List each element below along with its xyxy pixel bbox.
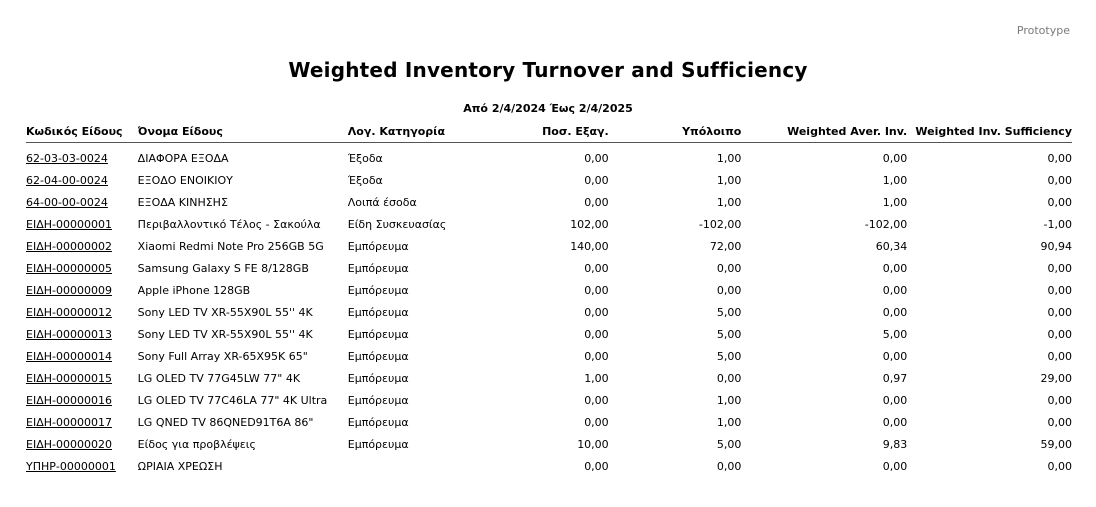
table-row bbox=[26, 235, 1072, 257]
weighted-avg-inv-cell: 0,00 bbox=[882, 349, 908, 363]
weighted-sufficiency-cell: 0,00 bbox=[1047, 151, 1072, 165]
item-code-link[interactable]: ΕΙΔΗ-00000012 bbox=[26, 305, 112, 319]
balance-cell: 5,00 bbox=[716, 349, 742, 363]
balance-cell: -102,00 bbox=[698, 217, 742, 231]
report-title: Weighted Inventory Turnover and Sufficiency bbox=[288, 58, 808, 82]
balance-cell: 1,00 bbox=[716, 173, 742, 187]
exports-qty-cell: 0,00 bbox=[584, 195, 609, 209]
weighted-avg-inv-cell: 9,83 bbox=[882, 437, 908, 451]
item-code-cell bbox=[26, 169, 138, 191]
item-code-cell bbox=[26, 257, 138, 279]
weighted-sufficiency-cell: 0,00 bbox=[1047, 327, 1072, 341]
item-code-link[interactable]: ΕΙΔΗ-00000015 bbox=[26, 371, 112, 385]
item-code-cell bbox=[26, 389, 138, 411]
balance-cell: 1,00 bbox=[716, 393, 742, 407]
category-cell: Λοιπά έσοδα bbox=[347, 195, 417, 209]
exports-qty-cell: 0,00 bbox=[584, 173, 609, 187]
header-weighted-sufficiency: Weighted Inv. Sufficiency bbox=[907, 120, 1072, 143]
weighted-sufficiency-cell: 0,00 bbox=[1047, 261, 1072, 275]
exports-qty-cell: 1,00 bbox=[584, 371, 609, 385]
exports-qty-cell: 0,00 bbox=[584, 327, 609, 341]
prototype-watermark: Prototype bbox=[1016, 24, 1070, 37]
item-code-cell bbox=[26, 301, 138, 323]
item-code-link[interactable]: ΕΙΔΗ-00000002 bbox=[26, 239, 112, 253]
weighted-avg-inv-cell: 60,34 bbox=[875, 239, 908, 253]
item-name-cell: ΕΞΟΔΟ ΕΝΟΙΚΙΟΥ bbox=[137, 173, 233, 187]
weighted-sufficiency-cell: 0,00 bbox=[1047, 459, 1072, 473]
weighted-sufficiency-cell: -1,00 bbox=[1043, 217, 1072, 231]
header-balance: Υπόλοιπο bbox=[609, 120, 742, 143]
table-row bbox=[26, 279, 1072, 301]
table-header-row bbox=[26, 120, 1072, 143]
item-name-cell: Sony LED TV XR-55X90L 55'' 4K bbox=[137, 305, 313, 319]
exports-qty-cell: 0,00 bbox=[584, 349, 609, 363]
category-cell: Εμπόρευμα bbox=[347, 327, 409, 341]
table-row bbox=[26, 169, 1072, 191]
table-row bbox=[26, 345, 1072, 367]
report-table bbox=[26, 120, 1072, 477]
balance-cell: 0,00 bbox=[716, 261, 742, 275]
weighted-sufficiency-cell: 0,00 bbox=[1047, 195, 1072, 209]
table-row bbox=[26, 257, 1072, 279]
header-exports: Ποσ. Εξαγ. bbox=[475, 120, 609, 143]
weighted-sufficiency-cell: 0,00 bbox=[1047, 415, 1072, 429]
item-name-cell: ΩΡΙΑΙΑ ΧΡΕΩΣΗ bbox=[137, 459, 223, 473]
weighted-sufficiency-cell: 29,00 bbox=[1040, 371, 1072, 385]
item-code-cell bbox=[26, 411, 138, 433]
item-code-cell bbox=[26, 279, 138, 301]
item-code-cell bbox=[26, 235, 138, 257]
category-cell bbox=[348, 455, 475, 477]
item-code-link[interactable]: ΕΙΔΗ-00000005 bbox=[26, 261, 112, 275]
weighted-sufficiency-cell: 59,00 bbox=[1040, 437, 1072, 451]
item-code-link[interactable]: ΕΙΔΗ-00000009 bbox=[26, 283, 112, 297]
item-name-cell: ΕΞΟΔΑ ΚΙΝΗΣΗΣ bbox=[137, 195, 228, 209]
category-cell: Εμπόρευμα bbox=[347, 349, 409, 363]
table-row bbox=[26, 191, 1072, 213]
category-cell: Εμπόρευμα bbox=[347, 437, 409, 451]
weighted-avg-inv-cell: 5,00 bbox=[882, 327, 908, 341]
header-category: Λογ. Κατηγορία bbox=[348, 120, 475, 143]
table-row bbox=[26, 213, 1072, 235]
category-cell: Εμπόρευμα bbox=[347, 239, 409, 253]
category-cell: Έξοδα bbox=[347, 151, 383, 165]
item-name-cell: LG OLED TV 77C46LA 77" 4K Ultra bbox=[137, 393, 328, 407]
balance-cell: 0,00 bbox=[716, 459, 742, 473]
weighted-avg-inv-cell: 0,00 bbox=[882, 261, 908, 275]
table-row bbox=[26, 367, 1072, 389]
category-cell: Εμπόρευμα bbox=[347, 261, 409, 275]
item-code-cell bbox=[26, 433, 138, 455]
item-code-link[interactable]: ΕΙΔΗ-00000001 bbox=[26, 217, 112, 231]
item-code-link[interactable]: 62-04-00-0024 bbox=[26, 173, 108, 187]
table-row bbox=[26, 433, 1072, 455]
header-item-code: Κωδικός Είδους bbox=[26, 120, 138, 143]
exports-qty-cell: 140,00 bbox=[570, 239, 609, 253]
item-code-cell bbox=[26, 323, 138, 345]
item-code-cell bbox=[26, 213, 138, 235]
exports-qty-cell: 0,00 bbox=[584, 415, 609, 429]
item-code-link[interactable]: ΕΙΔΗ-00000014 bbox=[26, 349, 112, 363]
header-item-name: Όνομα Είδους bbox=[138, 120, 348, 143]
balance-cell: 5,00 bbox=[716, 437, 742, 451]
balance-cell: 72,00 bbox=[709, 239, 742, 253]
item-code-link[interactable]: ΕΙΔΗ-00000013 bbox=[26, 327, 112, 341]
weighted-avg-inv-cell: 0,00 bbox=[882, 283, 908, 297]
balance-cell: 5,00 bbox=[716, 327, 742, 341]
table-row bbox=[26, 323, 1072, 345]
weighted-sufficiency-cell: 0,00 bbox=[1047, 283, 1072, 297]
category-cell: Εμπόρευμα bbox=[347, 371, 409, 385]
weighted-sufficiency-cell: 0,00 bbox=[1047, 173, 1072, 187]
category-cell: Έξοδα bbox=[347, 173, 383, 187]
weighted-sufficiency-cell: 0,00 bbox=[1047, 305, 1072, 319]
weighted-avg-inv-cell: 0,97 bbox=[882, 371, 908, 385]
category-cell: Εμπόρευμα bbox=[347, 415, 409, 429]
weighted-sufficiency-cell: 0,00 bbox=[1047, 393, 1072, 407]
weighted-avg-inv-cell: 0,00 bbox=[882, 459, 908, 473]
item-name-cell: Περιβαλλοντικό Τέλος - Σακούλα bbox=[137, 217, 321, 231]
weighted-avg-inv-cell: 0,00 bbox=[882, 393, 908, 407]
balance-cell: 1,00 bbox=[716, 415, 742, 429]
item-code-link[interactable]: ΕΙΔΗ-00000016 bbox=[26, 393, 112, 407]
exports-qty-cell: 0,00 bbox=[584, 283, 609, 297]
category-cell: Εμπόρευμα bbox=[347, 305, 409, 319]
weighted-avg-inv-cell: 1,00 bbox=[882, 195, 908, 209]
balance-cell: 0,00 bbox=[716, 371, 742, 385]
exports-qty-cell: 10,00 bbox=[577, 437, 609, 451]
item-code-cell bbox=[26, 345, 138, 367]
header-weighted-avg-inv: Weighted Aver. Inv. bbox=[741, 120, 907, 143]
weighted-avg-inv-cell: 0,00 bbox=[882, 151, 908, 165]
table-row bbox=[26, 455, 1072, 477]
item-code-link[interactable]: 62-03-03-0024 bbox=[26, 151, 108, 165]
item-code-link[interactable]: ΥΠΗΡ-00000001 bbox=[26, 459, 116, 473]
item-name-cell: Sony Full Array XR-65X95K 65" bbox=[137, 349, 308, 363]
table-row bbox=[26, 301, 1072, 323]
table-body bbox=[26, 143, 1072, 478]
exports-qty-cell: 0,00 bbox=[584, 261, 609, 275]
item-name-cell: Είδος για προβλέψεις bbox=[137, 437, 256, 451]
item-name-cell: Xiaomi Redmi Note Pro 256GB 5G bbox=[137, 239, 324, 253]
weighted-avg-inv-cell: 0,00 bbox=[882, 415, 908, 429]
item-code-cell bbox=[26, 191, 138, 213]
table-row bbox=[26, 389, 1072, 411]
exports-qty-cell: 0,00 bbox=[584, 393, 609, 407]
weighted-sufficiency-cell: 90,94 bbox=[1040, 239, 1072, 253]
balance-cell: 5,00 bbox=[716, 305, 742, 319]
weighted-avg-inv-cell: -102,00 bbox=[864, 217, 908, 231]
balance-cell: 0,00 bbox=[716, 283, 742, 297]
exports-qty-cell: 0,00 bbox=[584, 151, 609, 165]
weighted-avg-inv-cell: 1,00 bbox=[882, 173, 908, 187]
item-name-cell: Apple iPhone 128GB bbox=[137, 283, 251, 297]
item-code-cell bbox=[26, 367, 138, 389]
weighted-sufficiency-cell: 0,00 bbox=[1047, 349, 1072, 363]
report-period: Από 2/4/2024 Έως 2/4/2025 bbox=[463, 102, 633, 115]
exports-qty-cell: 102,00 bbox=[570, 217, 609, 231]
table-row bbox=[26, 143, 1072, 170]
exports-qty-cell: 0,00 bbox=[584, 459, 609, 473]
item-name-cell: LG QNED TV 86QNED91T6A 86" bbox=[137, 415, 314, 429]
balance-cell: 1,00 bbox=[716, 195, 742, 209]
item-code-link[interactable]: 64-00-00-0024 bbox=[26, 195, 108, 209]
balance-cell: 1,00 bbox=[716, 151, 742, 165]
item-name-cell: Samsung Galaxy S FE 8/128GB bbox=[137, 261, 309, 275]
item-code-link[interactable]: ΕΙΔΗ-00000020 bbox=[26, 437, 112, 451]
item-code-cell bbox=[26, 143, 138, 170]
item-name-cell: ΔΙΑΦΟΡΑ ΕΞΟΔΑ bbox=[137, 151, 229, 165]
item-code-cell bbox=[26, 455, 138, 477]
category-cell: Εμπόρευμα bbox=[347, 283, 409, 297]
item-name-cell: Sony LED TV XR-55X90L 55'' 4K bbox=[137, 327, 313, 341]
item-name-cell: LG OLED TV 77G45LW 77" 4K bbox=[137, 371, 301, 385]
item-code-link[interactable]: ΕΙΔΗ-00000017 bbox=[26, 415, 112, 429]
exports-qty-cell: 0,00 bbox=[584, 305, 609, 319]
category-cell: Εμπόρευμα bbox=[347, 393, 409, 407]
weighted-avg-inv-cell: 0,00 bbox=[882, 305, 908, 319]
category-cell: Είδη Συσκευασίας bbox=[347, 217, 447, 231]
table-row bbox=[26, 411, 1072, 433]
